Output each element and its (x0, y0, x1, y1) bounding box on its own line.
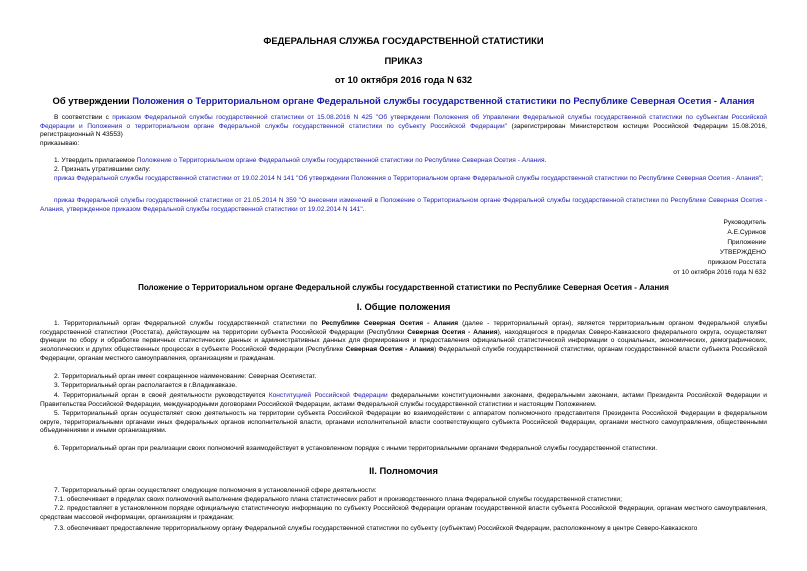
revoked-order-1-end: ; (761, 175, 763, 182)
section-2-para-7: 7. Территориальный орган осуществляет следующие полномочия в установленной сфере деятельности: (54, 487, 377, 494)
preamble-link-order-425[interactable]: приказом Федеральной службы государственной статистики от 15.08.2016 N 425 "Об утверждении Положения об Управлении Федеральной службы государственной статистики по субъектам Российской Федерации и Положения о территориальном органе Федеральной службы государственной статистики по субъекту Российской Федерации" (40, 114, 767, 130)
section-1-heading: I. Общие положения (356, 301, 451, 312)
para-1-text-c: (далее - территориальный орган), является территориальным органом Федеральной службы государственной статистики (Росстата), действующим на территории субъекта Российской Федерации (Республики (40, 320, 768, 336)
approved-by: приказом Росстата (708, 259, 766, 266)
item-1-text: 1. Утвердить прилагаемое (54, 157, 137, 164)
preamble-text: В соответствии с (54, 114, 113, 121)
section-1-para-4 (40, 392, 767, 409)
revoked-order-1-link[interactable]: приказ Федеральной службы государственной статистики от 19.02.2014 N 141 "Об утверждении Положения о Территориальном органе Федеральной службы государственной статистики по Республике Северная Осетия - Алания" (54, 175, 762, 182)
signer-name: А.Е.Суринов (727, 229, 766, 236)
para-1-region-2: Северная Осетия - Алания (407, 328, 498, 336)
section-2-para-7-3: 7.3. обеспечивает предоставление территориальному органу Федеральной службы государственной статистики по субъекту (субъектам) Российской Федерации, расположенному в центре Северо-Кавказского (54, 525, 698, 532)
para-1-text-d: ), находящегося в пределах Северо-Кавказского федерального округа, осуществляет функции по сбору и обработке первичных статистических данных и административных данных для формирования и предоставления официальной статистической информации о социальных, экономических, демографических, экологических и других общественных процессах в субъекте Российской Федерации (Республике (40, 328, 767, 354)
item-2: 2. Признать утратившими силу: (54, 166, 151, 173)
item-1 (54, 157, 546, 166)
section-1-para-1 (40, 320, 767, 364)
order-date: от 10 октября 2016 года N 632 (334, 74, 473, 85)
preamble-text-tail: (зарегистрирован Министерством юстиции Российской Федерации 15.08.2016, регистрационный N 43553) (40, 122, 768, 139)
para-1-text-e: ) Федеральной службе государственной статистики, органам государственной власти субъекта Российской Федерации, органам местного самоуправления, организациям и гражданам. (40, 346, 767, 362)
section-1-para-2: 2. Территориальный орган имеет сокращенное наименование: Северная Осетиястат. (54, 373, 317, 380)
revoked-order-2-link[interactable]: приказ Федеральной службы государственной статистики от 21.05.2014 N 359 "О внесении изменений в Положение о Территориальном органе Федеральной службы государственной статистики по Республике Северная Осетия - Алания, утвержденное приказом Федеральной службы государственной статистики от 19.02.2014 N 141" (40, 197, 767, 213)
order-title (0, 95, 807, 106)
approved-date: от 10 октября 2016 года N 632 (673, 269, 766, 276)
regulation-title: Положение о Территориальном органе Федеральной службы государственной статистики по Республике Северная Осетия - Алания (138, 283, 669, 292)
appendix-label: Приложение (727, 239, 766, 246)
para-1-region-1: Республике Северная Осетия - Алания (321, 320, 459, 327)
para-1-region-3: Северная Осетия - Алания (345, 346, 434, 354)
para-4-text-b: федеральными конституционными законами, федеральными законами, актами Президента Российской Федерации и Правительства Российской Федерации, международными договорами Российской Федерации, актами Федеральной службы государственной статистики и настоящим Положением. (40, 392, 767, 408)
order-word: приказываю: (40, 140, 80, 147)
section-1-para-5: 5. Территориальный орган осуществляет свою деятельность на территории субъекта Российской Федерации во взаимодействии с аппаратом полномочного представителя Президента Российской Федерации в федеральном округе, территориальными органами иных федеральных органов исполнительной власти, органами исполнительной власти соответствующего субъекта Российской Федерации, органами местного самоуправления, общественными объединениями и иными организациями. (40, 410, 767, 435)
item-1-link[interactable]: Положение о Территориальном органе Федеральной службы государственной статистики по Республике Северная Осетия - Алания (136, 157, 545, 164)
approved-label: УТВЕРЖДЕНО (719, 249, 766, 256)
revoked-order-1 (40, 175, 767, 184)
signer-position: Руководитель (723, 219, 766, 226)
revoked-order-2-end: . (362, 205, 365, 213)
para-1-text-a: 1. Территориальный орган Федеральной службы государственной статистики по (54, 320, 322, 327)
item-1-end: . (544, 157, 547, 164)
section-1-para-3: 3. Территориальный орган располагается в г.Владикавказе. (54, 382, 237, 389)
preamble-paragraph (40, 114, 767, 140)
doc-type: ПРИКАЗ (384, 55, 423, 66)
order-title-link[interactable]: Положения о Территориальном органе Федеральной службы государственной статистики по Республике Северная Осетия - Алания (132, 95, 755, 106)
section-2-para-7-2: 7.2. предоставляет в установленном порядке официальную статистическую информацию по субъекту Российской Федерации органам государственной власти субъекта Российской Федерации, органам местного самоуправления, средствам массовой информации, организациям и гражданам; (40, 505, 767, 521)
order-title-prefix: Об утверждении (52, 95, 133, 106)
agency-name: ФЕДЕРАЛЬНАЯ СЛУЖБА ГОСУДАРСТВЕННОЙ СТАТИСТИКИ (263, 35, 544, 46)
para-4-text-a: 4. Территориальный орган в своей деятельности руководствуется (54, 392, 269, 399)
constitution-link[interactable]: Конституцией Российской Федерации (268, 392, 388, 399)
section-1-para-6: 6. Территориальный орган при реализации своих полномочий взаимодействует в установленном порядке с иными территориальными органами Федеральной службы государственной статистики. (54, 445, 658, 452)
revoked-order-2 (40, 197, 767, 214)
section-2-para-7-1: 7.1. обеспечивает в пределах своих полномочий выполнение федерального плана статистических работ и производственного плана Федеральной службы государственной статистики; (54, 496, 622, 503)
section-2-heading: II. Полномочия (369, 465, 438, 476)
